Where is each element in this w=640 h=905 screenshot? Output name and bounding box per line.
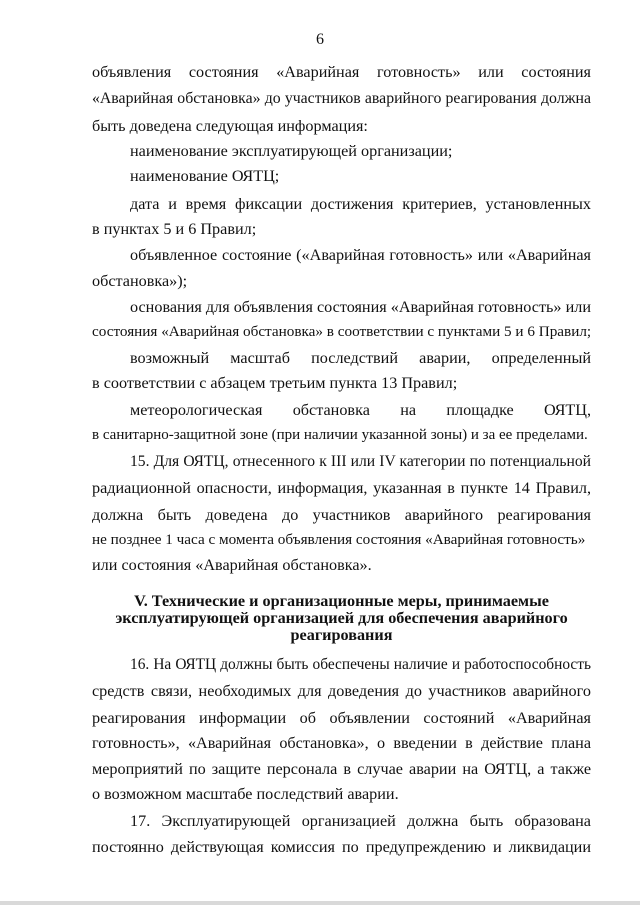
page-bottom-edge	[0, 901, 640, 905]
section-heading-line: эксплуатирующей организацией для обеспечения аварийного	[115, 609, 568, 627]
text-line: состояния «Аварийная обстановка» в соответствии с пунктами 5 и 6 Правил;	[92, 323, 592, 340]
text-line: «Аварийная обстановка» до участников аварийного реагирования должна	[92, 90, 591, 107]
text-line: реагирования информации об объявлении состояний «Аварийная	[92, 709, 591, 727]
text-line: быть доведена следующая информация:	[92, 117, 368, 135]
text-line: обстановка»);	[92, 272, 188, 290]
text-line: в санитарно-защитной зоне (при наличии указанной зоны) и за ее пределами.	[92, 427, 588, 443]
text-line: о возможном масштабе последствий аварии.	[92, 785, 399, 803]
text-line: постоянно действующая комиссия по предупреждению и ликвидации	[92, 838, 591, 856]
text-line: метеорологическая обстановка на площадке ОЯТЦ,	[130, 401, 591, 419]
text-line: объявленное состояние («Аварийная готовность» или «Аварийная	[130, 246, 591, 264]
text-line: возможный масштаб последствий аварии, определенный	[130, 349, 591, 367]
text-line: объявления состояния «Аварийная готовность» или состояния	[92, 63, 591, 81]
section-heading-line: реагирования	[290, 626, 393, 644]
section-heading-line: V. Технические и организационные меры, принимаемые	[134, 592, 549, 610]
text-line: мероприятий по защите персонала в случае аварии на ОЯТЦ, а также	[92, 760, 591, 778]
text-line: средств связи, необходимых для доведения до участников аварийного	[92, 682, 591, 700]
text-line: готовность», «Аварийная обстановка», о введении в действие плана	[92, 734, 591, 752]
text-line: наименование эксплуатирующей организации;	[130, 142, 453, 160]
text-line: в соответствии с абзацем третьим пункта 13 Правил;	[92, 374, 458, 392]
text-line: или состояния «Аварийная обстановка».	[92, 556, 372, 574]
text-line: должна быть доведена до участников аварийного реагирования	[92, 506, 591, 524]
text-line: дата и время фиксации достижения критериев, установленных	[130, 195, 591, 213]
text-line: не позднее 1 часа с момента объявления состояния «Аварийная готовность»	[92, 531, 586, 548]
text-line: 15. Для ОЯТЦ, отнесенного к III или IV категории по потенциальной	[130, 453, 591, 470]
text-line: радиационной опасности, информация, указанная в пункте 14 Правил,	[92, 479, 591, 497]
text-line: наименование ОЯТЦ;	[130, 167, 280, 185]
text-line: 16. На ОЯТЦ должны быть обеспечены наличие и работоспособность	[130, 656, 591, 673]
text-line: 17. Эксплуатирующей организацией должна быть образована	[130, 812, 591, 830]
text-line: основания для объявления состояния «Аварийная готовность» или	[130, 298, 591, 316]
page-number: 6	[316, 31, 324, 48]
text-line: в пунктах 5 и 6 Правил;	[92, 220, 257, 238]
